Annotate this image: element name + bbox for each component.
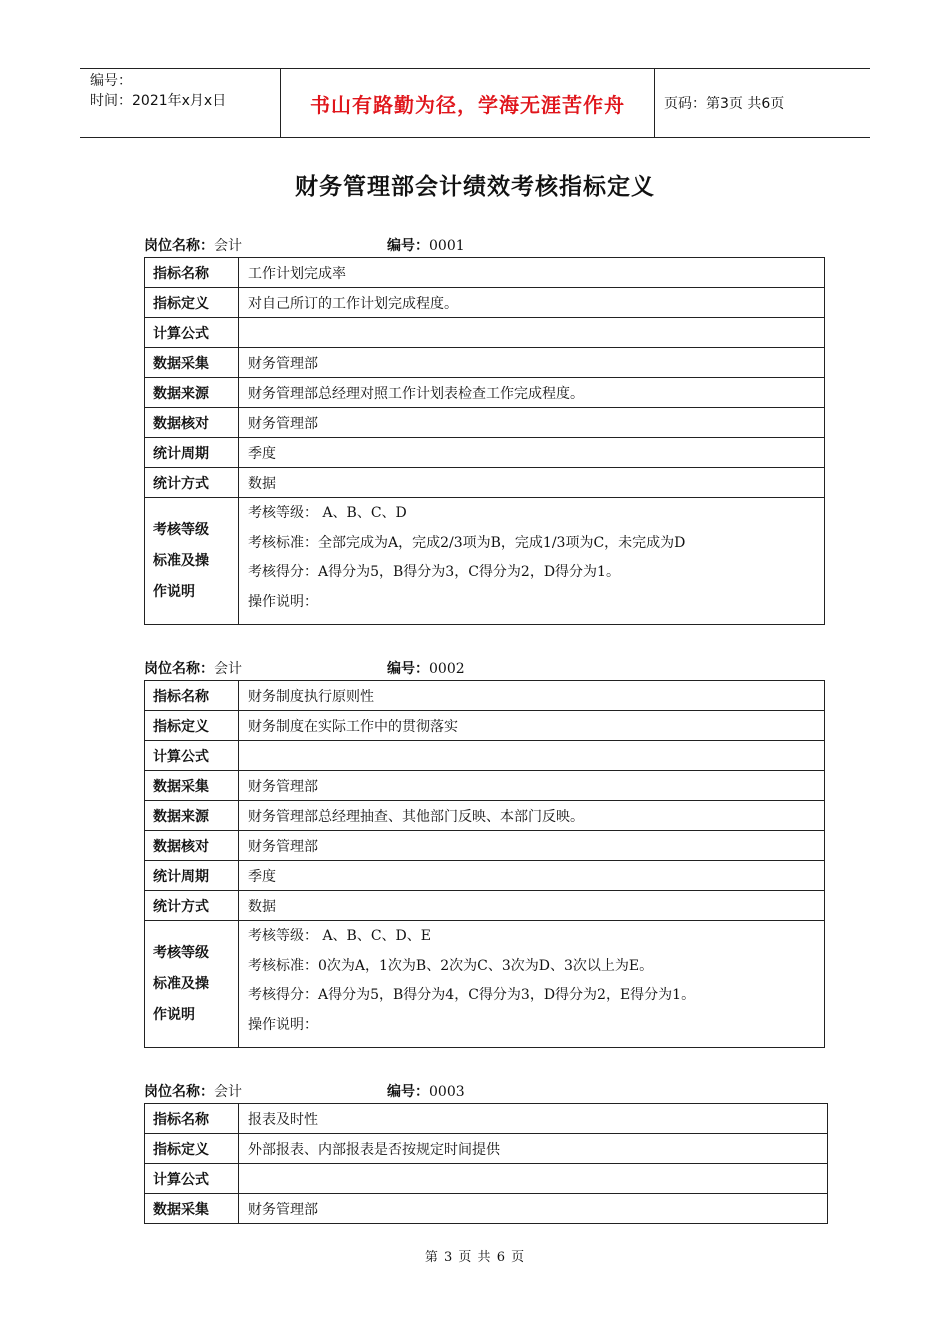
cell-source: 财务管理部总经理抽查、其他部门反映、本部门反映。 <box>239 801 825 831</box>
table-row <box>145 1194 828 1224</box>
table-row <box>145 891 825 921</box>
table-row <box>145 1104 828 1134</box>
code-value: 0001 <box>429 238 465 254</box>
cell-label: 统计方式 <box>145 468 239 498</box>
metric-table <box>144 1103 828 1224</box>
position-value: 会计 <box>214 661 242 677</box>
table-row <box>145 861 825 891</box>
metric-table <box>144 257 825 625</box>
position-label: 岗位名称： <box>144 238 214 254</box>
header-number-label: 编号： <box>90 73 132 89</box>
grade-note: 操作说明： <box>248 1016 318 1033</box>
grade-score: 考核得分：A得分为5，B得分为4，C得分为3，D得分为2，E得分为1。 <box>248 987 696 1003</box>
cell-label: 统计方式 <box>145 891 239 921</box>
cell-label: 指标定义 <box>145 1134 239 1164</box>
header-slogan: 书山有路勤为径，学海无涯苦作舟 <box>280 69 655 137</box>
table-row <box>145 318 825 348</box>
cell-period: 季度 <box>239 438 825 468</box>
table-row <box>145 348 825 378</box>
cell-label-grade: 考核等级 标准及操 作说明 <box>145 498 239 625</box>
block-meta <box>144 658 825 680</box>
position-value: 会计 <box>214 238 242 254</box>
position-label: 岗位名称： <box>144 661 214 677</box>
metric-block-0003 <box>144 1081 828 1224</box>
table-row <box>145 378 825 408</box>
metric-block-0001 <box>144 235 825 625</box>
cell-formula <box>239 741 825 771</box>
grade-level: 考核等级： A、B、C、D、E <box>248 928 432 944</box>
table-row <box>145 468 825 498</box>
grade-score: 考核得分：A得分为5，B得分为3，C得分为2，D得分为1。 <box>248 564 620 580</box>
table-row <box>145 1164 828 1194</box>
cell-label: 数据采集 <box>145 771 239 801</box>
table-row <box>145 801 825 831</box>
cell-name: 财务制度执行原则性 <box>239 681 825 711</box>
position-label: 岗位名称： <box>144 1084 214 1100</box>
table-row <box>145 831 825 861</box>
table-row <box>145 408 825 438</box>
block-meta <box>144 235 825 257</box>
grade-level: 考核等级： A、B、C、D <box>248 505 407 521</box>
cell-source: 财务管理部总经理对照工作计划表检查工作完成程度。 <box>239 378 825 408</box>
cell-grade <box>239 498 825 625</box>
cell-label: 指标定义 <box>145 711 239 741</box>
cell-grade <box>239 921 825 1048</box>
cell-label: 统计周期 <box>145 438 239 468</box>
table-row <box>145 741 825 771</box>
code-value: 0002 <box>429 661 465 677</box>
cell-label: 数据采集 <box>145 1194 239 1224</box>
cell-method: 数据 <box>239 891 825 921</box>
cell-label: 计算公式 <box>145 741 239 771</box>
header-date: 时间：2021年x月x日 <box>90 93 227 109</box>
grade-standard: 考核标准：0次为A，1次为B、2次为C、3次为D、3次以上为E。 <box>248 957 654 974</box>
cell-label: 指标定义 <box>145 288 239 318</box>
cell-label: 数据采集 <box>145 348 239 378</box>
cell-label: 指标名称 <box>145 258 239 288</box>
cell-name: 工作计划完成率 <box>239 258 825 288</box>
cell-collection: 财务管理部 <box>239 348 825 378</box>
table-row <box>145 771 825 801</box>
cell-label: 数据核对 <box>145 408 239 438</box>
cell-label: 数据来源 <box>145 801 239 831</box>
cell-label: 数据来源 <box>145 378 239 408</box>
code-label: 编号： <box>387 238 429 254</box>
code-label: 编号： <box>387 1084 429 1100</box>
cell-method: 数据 <box>239 468 825 498</box>
table-row <box>145 921 825 1048</box>
cell-verify: 财务管理部 <box>239 408 825 438</box>
table-row <box>145 498 825 625</box>
cell-verify: 财务管理部 <box>239 831 825 861</box>
header-page-info: 页码：第3页 共6页 <box>664 96 785 112</box>
code-label: 编号： <box>387 661 429 677</box>
page-header <box>80 68 870 138</box>
metric-table <box>144 680 825 1048</box>
cell-label: 指标名称 <box>145 681 239 711</box>
cell-definition: 外部报表、内部报表是否按规定时间提供 <box>239 1134 828 1164</box>
cell-definition: 财务制度在实际工作中的贯彻落实 <box>239 711 825 741</box>
document-title: 财务管理部会计绩效考核指标定义 <box>295 174 655 200</box>
table-row <box>145 681 825 711</box>
table-row <box>145 438 825 468</box>
table-row <box>145 288 825 318</box>
cell-collection: 财务管理部 <box>239 1194 828 1224</box>
metric-block-0002 <box>144 658 825 1048</box>
cell-name: 报表及时性 <box>239 1104 828 1134</box>
block-meta <box>144 1081 828 1103</box>
cell-collection: 财务管理部 <box>239 771 825 801</box>
cell-period: 季度 <box>239 861 825 891</box>
grade-standard: 考核标准：全部完成为A，完成2/3项为B，完成1/3项为C，未完成为D <box>248 534 686 551</box>
position-value: 会计 <box>214 1084 242 1100</box>
cell-label: 数据核对 <box>145 831 239 861</box>
table-row <box>145 258 825 288</box>
page-footer: 第 3 页 共 6 页 <box>424 1250 526 1265</box>
cell-label: 指标名称 <box>145 1104 239 1134</box>
cell-formula <box>239 1164 828 1194</box>
header-meta <box>80 69 280 137</box>
cell-label-grade: 考核等级 标准及操 作说明 <box>145 921 239 1048</box>
code-value: 0003 <box>429 1084 465 1100</box>
cell-label: 计算公式 <box>145 318 239 348</box>
grade-note: 操作说明： <box>248 593 318 610</box>
cell-definition: 对自己所订的工作计划完成程度。 <box>239 288 825 318</box>
cell-label: 统计周期 <box>145 861 239 891</box>
cell-label: 计算公式 <box>145 1164 239 1194</box>
cell-formula <box>239 318 825 348</box>
table-row <box>145 1134 828 1164</box>
table-row <box>145 711 825 741</box>
